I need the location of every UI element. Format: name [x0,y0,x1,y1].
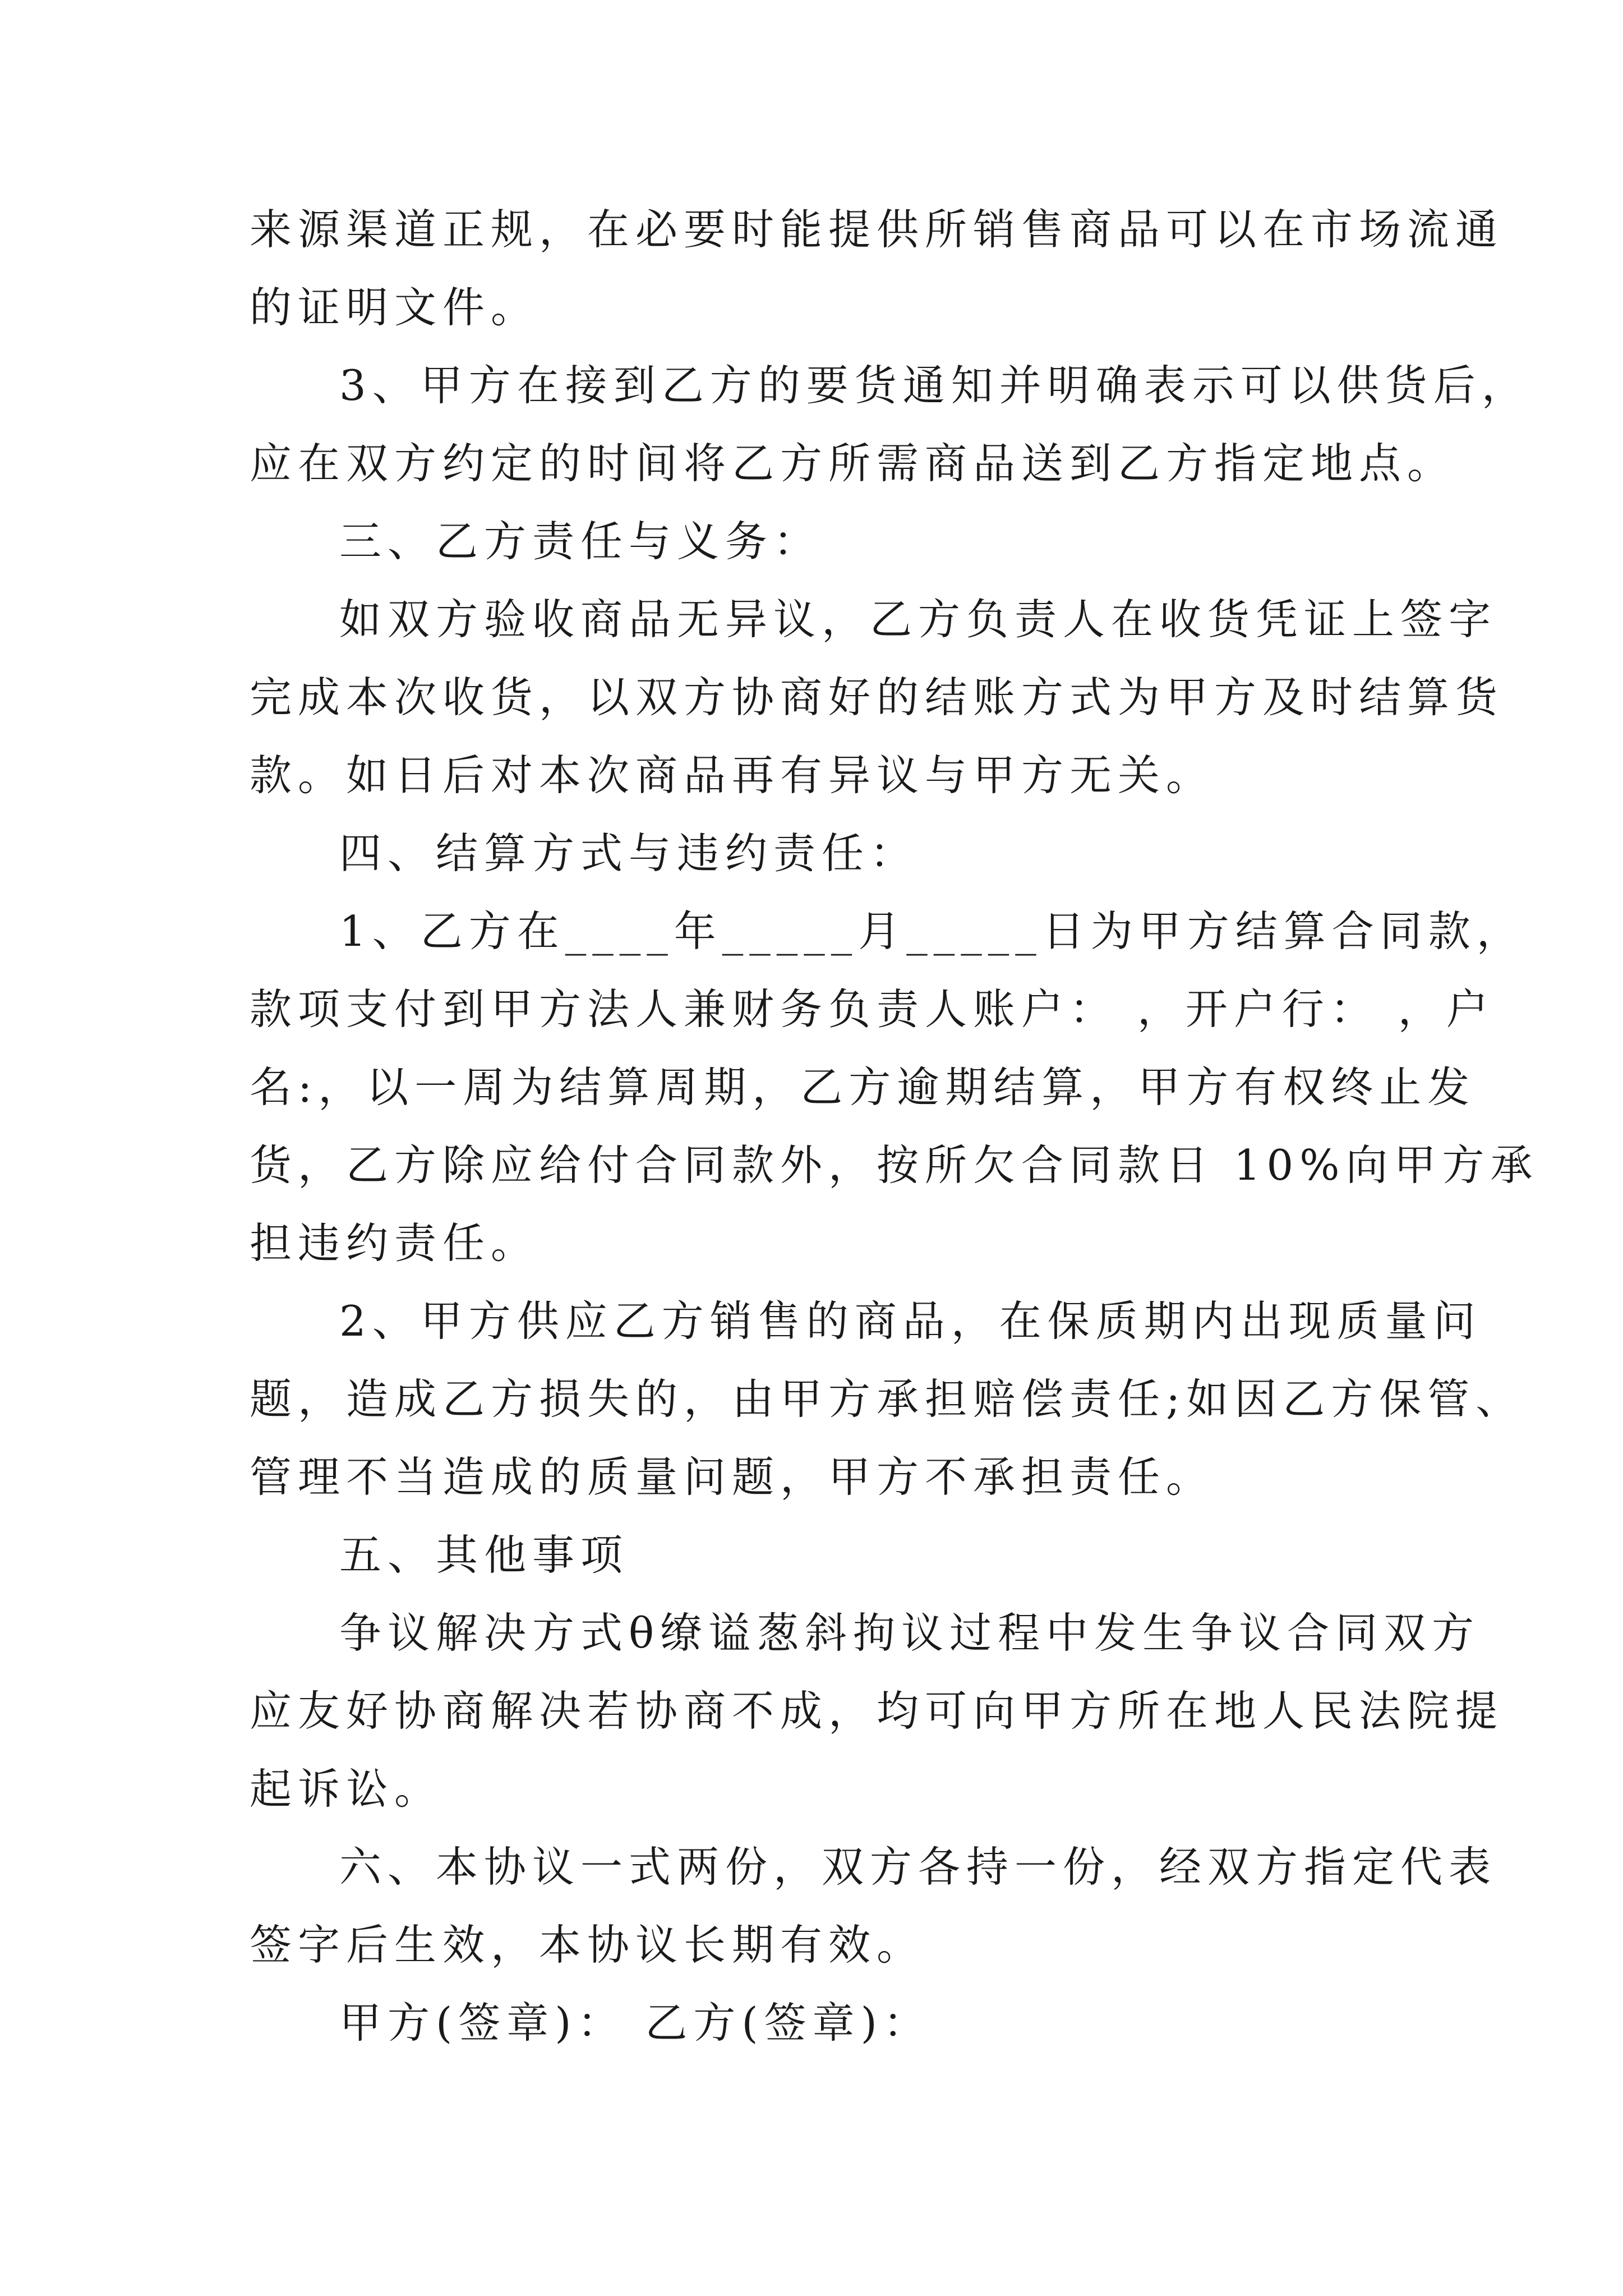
text-line: 如双方验收商品无异议，乙方负责人在收货凭证上签字 [339,595,1497,644]
signature-line: 甲方(签章)： 乙方(签章)： [339,1998,932,2047]
text-line: 应友好协商解决若协商不成，均可向甲方所在地人民法院提 [250,1686,1504,1736]
text-line: 来源渠道正规，在必要时能提供所销售商品可以在市场流通 [250,205,1504,254]
text-line: 的证明文件。 [250,283,540,332]
text-line: 争议解决方式θ缭谥葱斜拘议过程中发生争议合同双方 [339,1608,1481,1658]
text-line: 1、乙方在____年_____月_____日为甲方结算合同款， [339,907,1525,956]
text-line: 六、本协议一式两份，双方各持一份，经双方指定代表 [339,1842,1497,1892]
document-body [250,191,1539,2062]
text-line: 担违约责任。 [250,1218,540,1268]
text-line: 应在双方约定的时间将乙方所需商品送到乙方指定地点。 [250,439,1456,488]
text-line: 3、甲方在接到乙方的要货通知并明确表示可以供货后， [339,361,1530,410]
section-heading: 四、结算方式与违约责任： [339,829,919,878]
text-line: 签字后生效，本协议长期有效。 [250,1920,925,1970]
section-heading: 三、乙方责任与义务： [339,517,822,566]
text-line: 起诉讼。 [250,1764,443,1814]
text-line: 名:，以一周为结算周期，乙方逾期结算，甲方有权终止发 [250,1062,1476,1112]
text-line: 货，乙方除应给付合同款外，按所欠合同款日 10%向甲方承 [250,1140,1539,1190]
section-heading: 五、其他事项 [339,1530,629,1580]
text-line: 题，造成乙方损失的，由甲方承担赔偿责任;如因乙方保管、 [250,1374,1524,1424]
text-line: 管理不当造成的质量问题，甲方不承担责任。 [250,1452,1215,1502]
text-line: 款。如日后对本次商品再有异议与甲方无关。 [250,751,1215,800]
text-line: 款项支付到甲方法人兼财务负责人账户： ，开户行： ，户 [250,984,1495,1034]
text-line: 完成本次收货，以双方协商好的结账方式为甲方及时结算货 [250,673,1504,722]
text-line: 2、甲方供应乙方销售的商品，在保质期内出现质量问 [339,1296,1482,1346]
